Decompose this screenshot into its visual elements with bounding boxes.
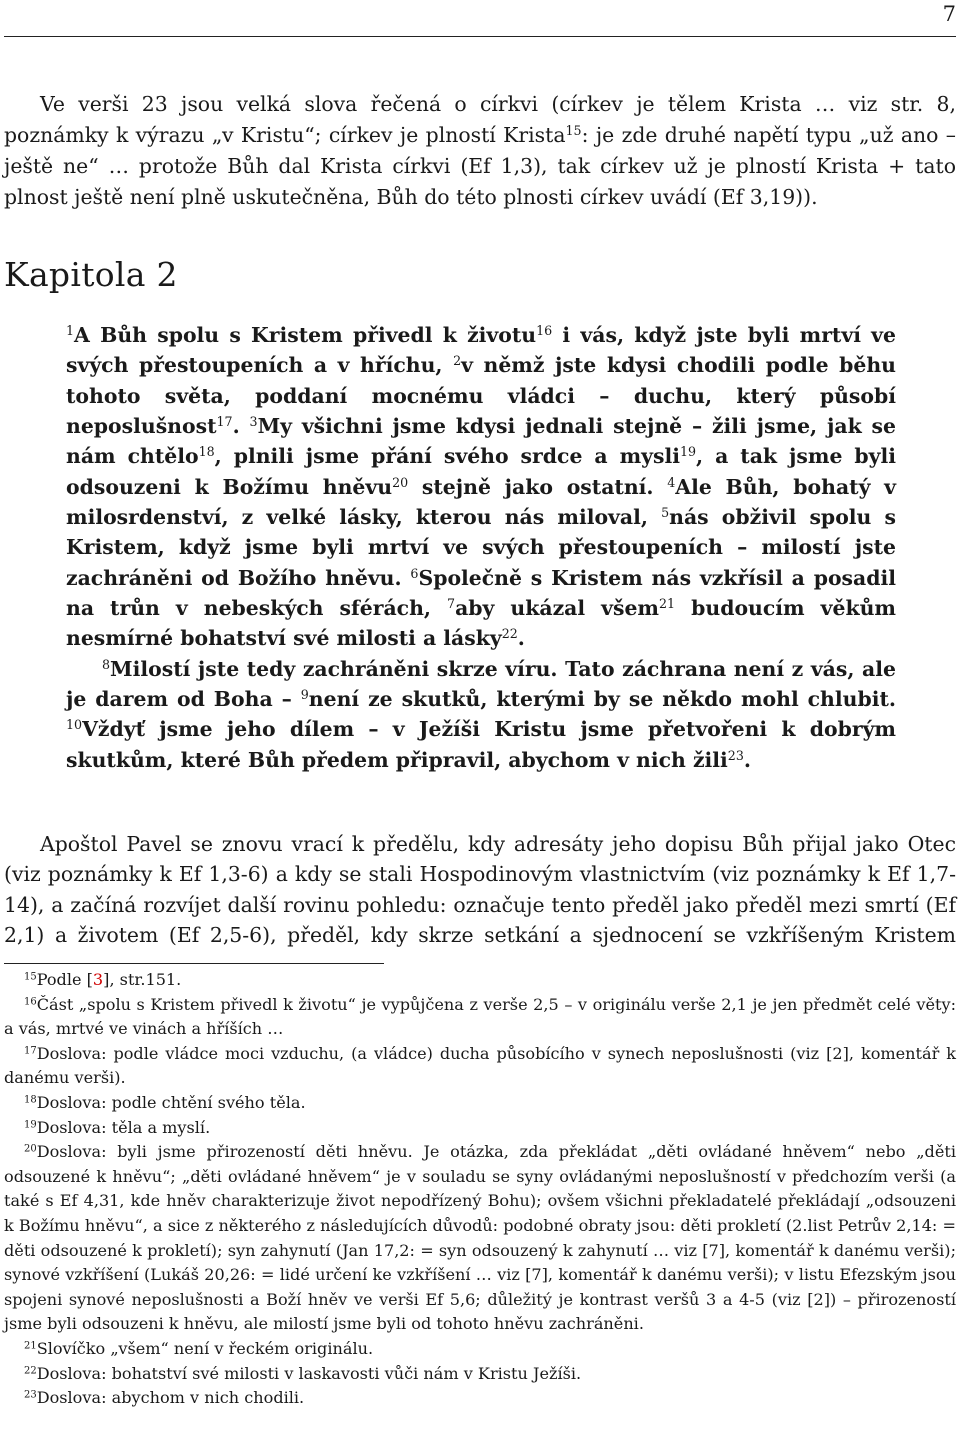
footnote-ref-17[interactable]: 17 bbox=[216, 414, 233, 430]
footnote-text: Část „spolu s Kristem přivedl k životu“ je vypůjčena z verše 2,5 – v originálu verše 2,1 je jen předmět celé věty: a vás, mrtvé ve vinách a hříších … bbox=[4, 994, 956, 1039]
intro-text-rest: : je zde druhé napětí typu „už ano – ještě ne“ … protože Bůh dal Krista církvi (Ef 1,3), tak církev už je plností Krista + tato plnost ještě není plně uskutečněna, Bůh do této plnosti církev uvádí (Ef 3,19)). bbox=[4, 123, 956, 209]
footnote-number: 22 bbox=[24, 1365, 37, 1377]
footnote-15 bbox=[4, 968, 956, 993]
page-number: 7 bbox=[942, 2, 956, 26]
footnote-text: Slovíčko „všem“ není v řeckém originálu. bbox=[36, 1338, 374, 1358]
footnote-number: 15 bbox=[24, 971, 37, 983]
verse-number: 3 bbox=[249, 414, 258, 430]
footnote-number: 21 bbox=[24, 1340, 37, 1352]
verse-number: 7 bbox=[447, 596, 456, 612]
footnote-text: Doslova: podle chtění svého těla. bbox=[36, 1092, 306, 1112]
verse-number: 10 bbox=[66, 717, 83, 733]
footnote-ref-22[interactable]: 22 bbox=[501, 626, 518, 642]
footnote-23 bbox=[4, 1386, 956, 1411]
verse-paragraph bbox=[66, 654, 896, 775]
footnote-16 bbox=[4, 993, 956, 1042]
footnote-ref-20[interactable]: 20 bbox=[392, 474, 409, 490]
footnote-text: Doslova: abychom v nich chodili. bbox=[36, 1388, 305, 1408]
footnote-ref-15[interactable]: 15 bbox=[565, 123, 582, 139]
footnote-ref-18[interactable]: 18 bbox=[198, 444, 215, 460]
footnote-number: 18 bbox=[24, 1094, 37, 1106]
verse-number: 9 bbox=[300, 687, 309, 703]
verse-text: stejně jako ostatní. bbox=[408, 474, 668, 499]
footnote-ref-16[interactable]: 16 bbox=[536, 323, 553, 339]
verse-number: 5 bbox=[661, 505, 670, 521]
footnote-number: 16 bbox=[24, 996, 37, 1008]
footnote-rule bbox=[4, 963, 384, 964]
footnote-22 bbox=[4, 1362, 956, 1387]
footnote-text: Doslova: bohatství své milosti v laskavosti vůči nám v Kristu Ježíši. bbox=[36, 1363, 582, 1383]
footnote-text: Doslova: podle vládce moci vzduchu, (a vládce) ducha působícího v synech neposlušnosti (viz [2], komentář k danému verši). bbox=[4, 1043, 956, 1088]
verse-number: 4 bbox=[667, 474, 676, 490]
commentary-paragraph: Apoštol Pavel se znovu vrací k předělu, kdy adresáty jeho dopisu Bůh přijal jako Otec (viz poznámky k Ef 1,3-6) a kdy se stali Hospodinovým vlastnictvím (viz poznámky k Ef 1,7-14), a začíná rozvíjet další rovinu pohledu: označuje tento předěl jako předěl mezi smrtí (Ef 2,1) a životem (Ef 2,5-6), předěl, kdy skrze setkání a sjednocení se vzkříšeným Kristem bbox=[4, 832, 956, 947]
intro-paragraph bbox=[4, 89, 956, 213]
verse-text: . bbox=[232, 414, 250, 439]
footnote-ref-23[interactable]: 23 bbox=[727, 747, 744, 763]
footnote-text: Doslova: těla a myslí. bbox=[36, 1117, 211, 1137]
verse-text: , a tak jsme byli odsouzeni k Božímu hněvu bbox=[66, 444, 896, 499]
verse-text: . bbox=[743, 747, 751, 772]
verse-number: 1 bbox=[66, 323, 75, 339]
bible-passage bbox=[66, 320, 896, 775]
footnote-text: ], str.151. bbox=[103, 970, 182, 989]
verse-text: Společně s Kristem nás vzkřísil a posadil na trůn v nebeských sférách, bbox=[66, 565, 896, 621]
verse-text: . bbox=[517, 626, 525, 651]
verse-text: , plnili jsme přání svého srdce a mysli bbox=[214, 444, 680, 469]
verse-text: My všichni jsme kdysi jednali stejně – žili jsme, jak se nám chtělo bbox=[66, 414, 896, 469]
footnote-ref-21[interactable]: 21 bbox=[659, 596, 676, 612]
footnotes bbox=[4, 968, 956, 1411]
verse-text: v němž jste kdysi chodili podle běhu tohoto světa, poddaní mocnému vládci – duchu, který působí neposlušnost bbox=[66, 353, 896, 439]
verse-text: A Bůh spolu s Kristem přivedl k životu bbox=[74, 323, 537, 347]
footnote-19 bbox=[4, 1116, 956, 1141]
footnote-number: 23 bbox=[24, 1389, 37, 1401]
verse-text: Vždyť jsme jeho dílem – v Ježíši Kristu jsme přetvořeni k dobrým skutkům, které Bůh předem připravil, abychom v nich žili bbox=[66, 717, 896, 772]
verse-number: 8 bbox=[102, 656, 111, 672]
footnote-20 bbox=[4, 1140, 956, 1337]
footnote-text: Podle [ bbox=[36, 970, 93, 989]
verse-text: budoucím věkům nesmírné bohatství své milosti a lásky bbox=[66, 596, 896, 651]
verse-text: Ale Bůh, bohatý v milosrdenství, z velké lásky, kterou nás miloval, bbox=[66, 474, 897, 530]
intro-text: Ve verši 23 jsou velká slova řečená o církvi (církev je tělem Krista … viz str. 8, poznámky k výrazu „v Kristu“; církev je plností Krista bbox=[4, 92, 956, 147]
footnote-number: 20 bbox=[24, 1143, 37, 1155]
footnote-17 bbox=[4, 1042, 956, 1091]
verse-number: 2 bbox=[453, 353, 462, 369]
verse-text: Milostí jste tedy zachráněni skrze víru. Tato záchrana není z vás, ale je darem od Boha – bbox=[66, 656, 896, 712]
verse-number: 6 bbox=[410, 565, 419, 581]
footnote-18 bbox=[4, 1091, 956, 1116]
footnote-21 bbox=[4, 1337, 956, 1362]
footnote-number: 17 bbox=[24, 1045, 37, 1057]
chapter-title: Kapitola 2 bbox=[4, 255, 178, 294]
footnote-text: Doslova: byli jsme přirozeností děti hněvu. Je otázka, zda překládat „děti ovládané hněvem“ nebo „děti odsouzené k hněvu“; „děti ovládané hněvem“ je v souladu se syny ovládanými neposlušností v předchozím verši (a také s Ef 4,31, kde hněv charakterizuje život nepodřízený Bohu); ovšem všichni překladatelé překládají „odsouzeni k Božímu hněvu“, a sice z některého z následujících důvodů: podobné obraty jsou: děti prokletí (2.list Petrův 2,14: = děti odsouzené k prokletí); syn zahynutí (Jan 17,2: = syn odsouzený k zahynutí … viz [7], komentář k danému verši); synové vzkříšení (Lukáš 20,26: = lidé určení ke vzkříšení … viz [7], komentář k danému verši); v listu Efezským jsou spojeni synové neposlušnosti a Boží hněv ve verši Ef 5,6; důležitý je kontrast veršů 3 a 4-5 (viz [2]) – přirozeností jsme byli odsouzeni k hněvu, ale milostí jsme byli od tohoto hněvu zachráněni. bbox=[4, 1142, 956, 1334]
verse-text: aby ukázal všem bbox=[455, 596, 660, 621]
citation-link[interactable]: 3 bbox=[92, 970, 104, 989]
footnote-ref-19[interactable]: 19 bbox=[679, 444, 697, 460]
verse-text: není ze skutků, kterými by se někdo mohl chlubit. bbox=[308, 687, 896, 712]
header-rule bbox=[4, 36, 956, 37]
footnote-number: 19 bbox=[24, 1119, 37, 1131]
verse-text: i vás, když jste byli mrtví ve svých přestoupeních a v hříchu, bbox=[66, 323, 896, 378]
verse-text: nás obživil spolu s Kristem, když jsme byli mrtví ve svých přestoupeních – milostí jste zachráněni od Božího hněvu. bbox=[66, 505, 896, 590]
